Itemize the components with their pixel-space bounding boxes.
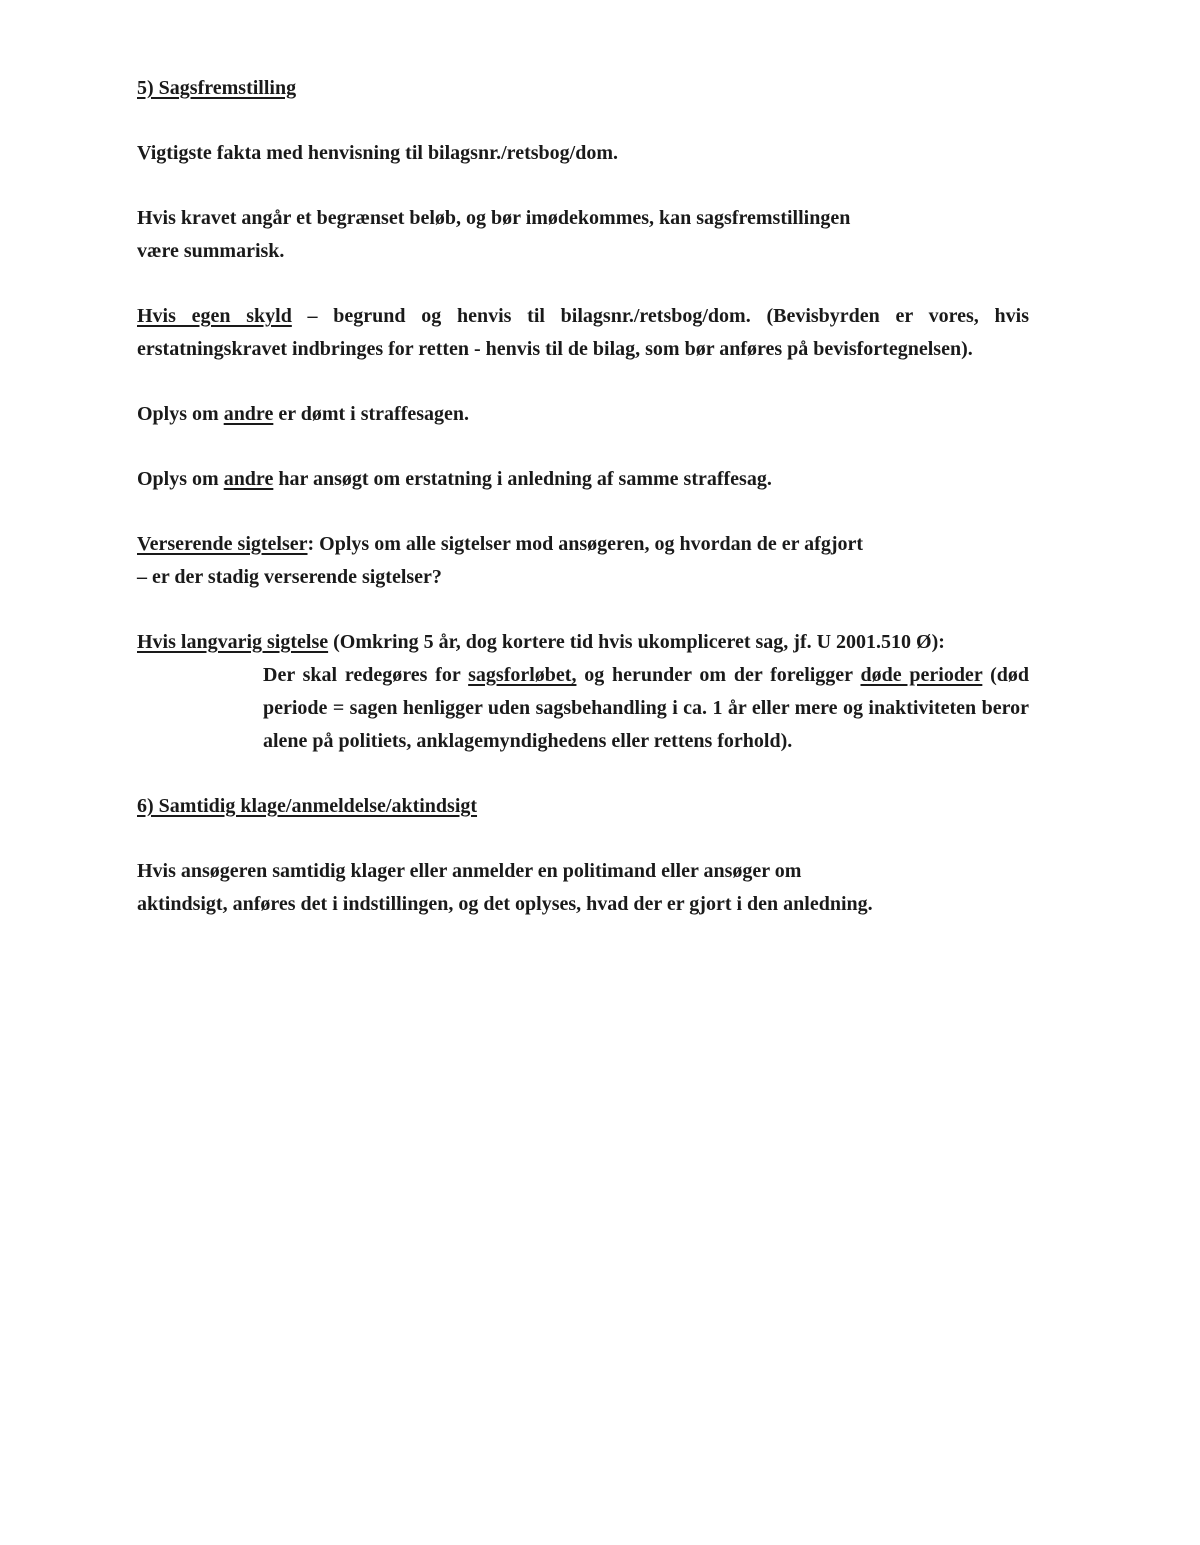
paragraph-hvis-kravet-line2: være summarisk. xyxy=(137,240,285,262)
andre-ansoegt-pre: Oplys om xyxy=(137,468,224,490)
indent-mid: og herunder om der foreligger xyxy=(576,664,861,686)
langvarig-intro xyxy=(137,626,1029,659)
indent-doede-perioder: døde perioder xyxy=(860,664,983,686)
samtidig-line2: aktindsigt, anføres det i indstillingen, og det oplyses, hvad der er gjort i den anledning. xyxy=(137,893,873,915)
paragraph-andre-doemt xyxy=(137,398,1029,431)
paragraph-langvarig-sigtelse xyxy=(137,626,1029,758)
verserende-line1: : Oplys om alle sigtelser mod ansøgeren, og hvordan de er afgjort xyxy=(307,533,864,555)
paragraph-verserende-sigtelser xyxy=(137,528,913,594)
indent-post: (død periode = sagen henligger uden sagsbehandling i ca. 1 år eller mere og inaktiviteten beror alene på politiets, anklagemyndighedens eller rettens forhold). xyxy=(263,664,1030,752)
langvarig-indented-block xyxy=(263,659,1029,758)
indent-sagsforloebet: sagsforløbet, xyxy=(468,664,577,686)
section-5-heading-text: 5) Sagsfremstilling xyxy=(137,77,297,99)
andre-ansoegt-word: andre xyxy=(223,468,274,490)
langvarig-label: Hvis langvarig sigtelse xyxy=(137,631,329,653)
andre-doemt-pre: Oplys om xyxy=(137,403,224,425)
egen-skyld-text: – begrund og henvis til bilagsnr./retsbog/dom. (Bevisbyrden er vores, hvis erstatningskravet indbringes for retten - henvis til de bilag, som bør anføres på bevisfortegnelsen). xyxy=(137,305,1029,360)
paragraph-andre-ansoegt xyxy=(137,463,1029,496)
paragraph-samtidig-klage xyxy=(137,855,913,921)
verserende-label: Verserende sigtelser xyxy=(137,533,308,555)
section-6-heading xyxy=(137,790,1029,823)
andre-doemt-post: er dømt i straffesagen. xyxy=(273,403,470,425)
indent-pre: Der skal redegøres for xyxy=(263,664,469,686)
andre-ansoegt-post: har ansøgt om erstatning i anledning af samme straffesag. xyxy=(273,468,772,490)
paragraph-hvis-kravet-line1: Hvis kravet angår et begrænset beløb, og bør imødekommes, kan sagsfremstillingen xyxy=(137,207,851,229)
samtidig-line1: Hvis ansøgeren samtidig klager eller anmelder en politimand eller ansøger om xyxy=(137,860,802,882)
paragraph-egen-skyld xyxy=(137,300,1029,366)
verserende-line2: – er der stadig verserende sigtelser? xyxy=(137,566,442,588)
andre-doemt-word: andre xyxy=(223,403,274,425)
langvarig-text: (Omkring 5 år, dog kortere tid hvis ukompliceret sag, jf. U 2001.510 Ø): xyxy=(328,631,945,653)
document-page xyxy=(137,72,1029,921)
egen-skyld-label: Hvis egen skyld xyxy=(137,305,292,327)
paragraph-vigtigste-fakta: Vigtigste fakta med henvisning til bilagsnr./retsbog/dom. xyxy=(137,142,618,164)
paragraph-hvis-kravet xyxy=(137,202,913,268)
section-5-heading xyxy=(137,72,1029,105)
section-6-heading-text: 6) Samtidig klage/anmeldelse/aktindsigt xyxy=(137,795,478,817)
